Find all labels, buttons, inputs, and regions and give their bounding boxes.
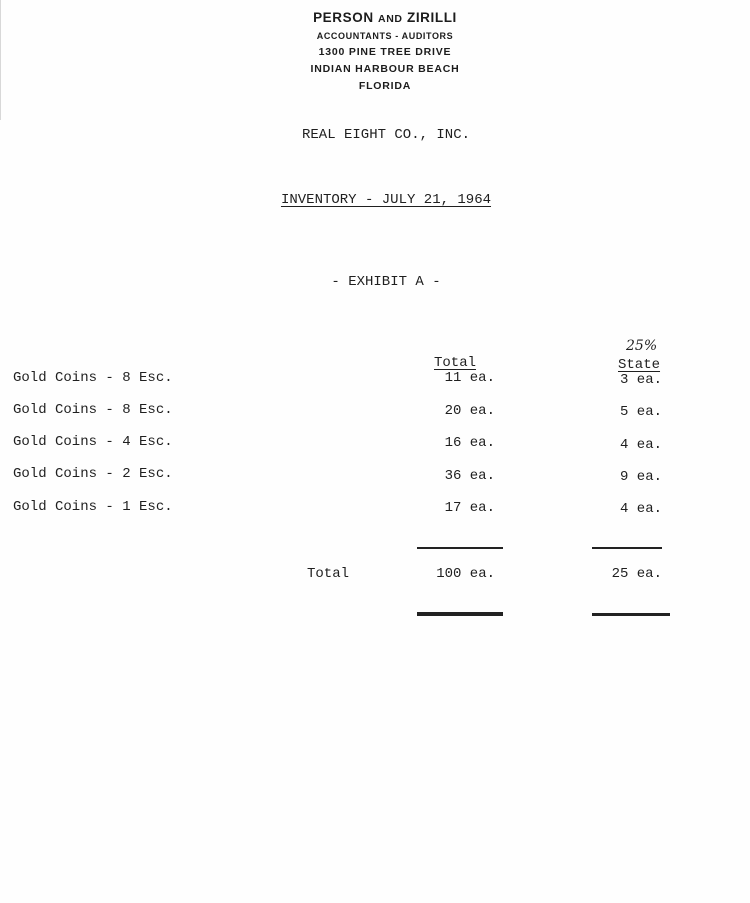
row-5-state: 4 ea. [619,501,662,517]
row-1-total: 11 ea. [444,370,495,386]
row-4-state: 9 ea. [619,469,662,485]
letterhead-street: 1300 PINE TREE DRIVE [318,46,452,58]
letterhead-firm-name [235,10,535,25]
row-2-item: Gold Coins - 8 Esc. [13,402,173,418]
company-name: REAL EIGHT CO., INC. [301,127,471,143]
document-title: INVENTORY - JULY 21, 1964 [280,192,492,208]
row-4-item: Gold Coins - 2 Esc. [13,466,173,482]
letterhead-state: FLORIDA [358,80,412,92]
firm-name-and: AND [378,13,403,25]
row-5-item: Gold Coins - 1 Esc. [13,499,173,515]
row-2-state: 5 ea. [619,404,662,420]
firm-name-left: PERSON [313,10,374,25]
scan-edge-mark [0,0,1,120]
row-5-total: 17 ea. [444,500,495,516]
row-4-total: 36 ea. [444,468,495,484]
state-column-subtotal-rule [592,547,662,549]
state-percent-header: 25% [626,338,658,354]
summary-label: Total [307,566,350,582]
row-3-item: Gold Coins - 4 Esc. [13,434,173,450]
total-column-double-rule [417,612,503,616]
state-column-header: State [618,357,661,373]
row-2-total: 20 ea. [444,403,495,419]
letterhead-profession: ACCOUNTANTS - AUDITORS [316,31,454,41]
total-column-subtotal-rule [417,547,503,549]
letterhead-city: INDIAN HARBOUR BEACH [310,63,460,75]
row-3-state: 4 ea. [619,437,662,453]
total-column-header: Total [434,355,477,371]
summary-state: 25 ea. [611,566,662,582]
state-column-double-rule [592,613,670,616]
row-1-state: 3 ea. [619,372,662,388]
exhibit-label: - EXHIBIT A - [331,274,441,290]
firm-name-right: ZIRILLI [406,10,457,25]
row-1-item: Gold Coins - 8 Esc. [13,370,173,386]
row-3-total: 16 ea. [444,435,495,451]
summary-total: 100 ea. [436,566,495,582]
